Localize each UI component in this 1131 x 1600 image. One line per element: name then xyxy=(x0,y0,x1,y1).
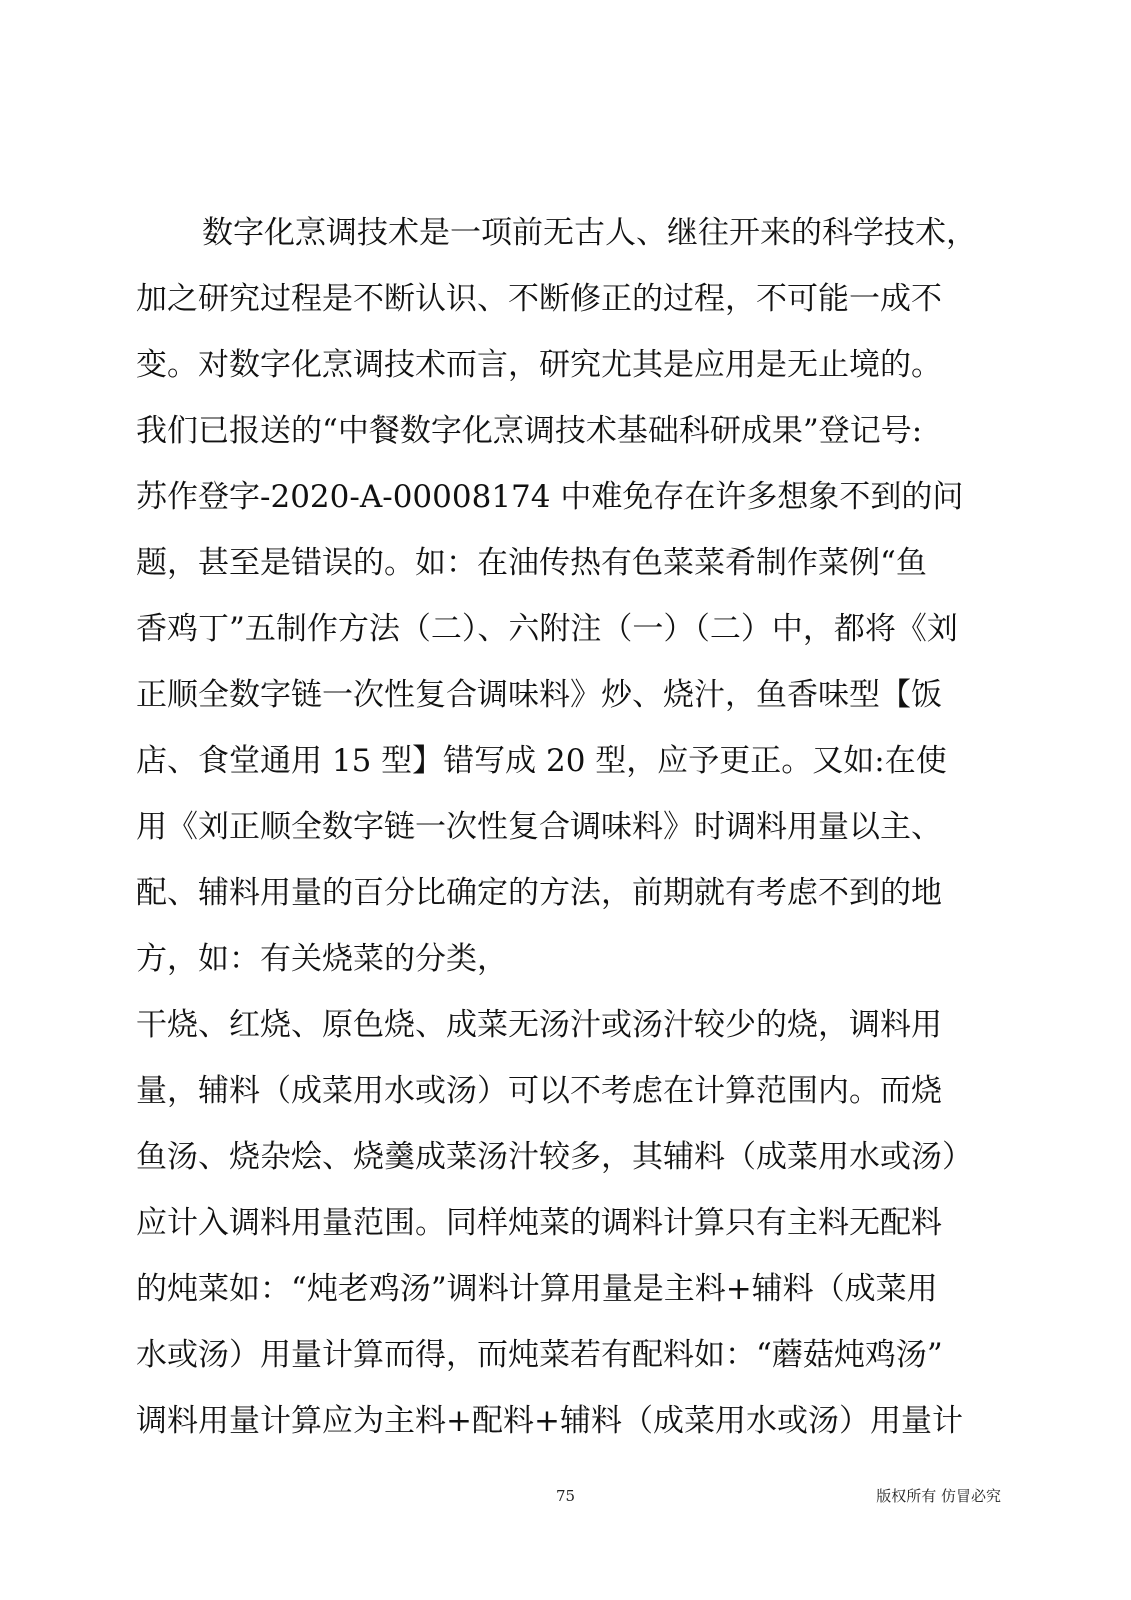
text-line-6: 题，甚至是错误的。如：在油传热有色菜菜肴制作菜例“鱼 xyxy=(136,545,927,581)
text-line-8: 正顺全数字链一次性复合调味料》炒、烧汁，鱼香味型【饭 xyxy=(136,677,942,713)
text-line-19: 调料用量计算应为主料+配料+辅料（成菜用水或汤）用量计 xyxy=(136,1403,963,1439)
body-text xyxy=(136,200,1006,1454)
text-line-5: 苏作登字-2020-A-00008174 中难免存在许多想象不到的问 xyxy=(136,479,964,515)
text-line-2: 加之研究过程是不断认识、不断修正的过程，不可能一成不 xyxy=(136,281,942,317)
text-line-13: 干烧、红烧、原色烧、成菜无汤汁或汤汁较少的烧，调料用 xyxy=(136,1007,942,1043)
text-line-11: 配、辅料用量的百分比确定的方法，前期就有考虑不到的地 xyxy=(136,875,942,911)
text-line-14: 量，辅料（成菜用水或汤）可以不考虑在计算范围内。而烧 xyxy=(136,1073,942,1109)
text-line-9: 店、食堂通用 15 型】错写成 20 型，应予更正。又如:在使 xyxy=(136,743,947,779)
text-line-3: 变。对数字化烹调技术而言，研究尤其是应用是无止境的。 xyxy=(136,347,942,383)
text-line-15: 鱼汤、烧杂烩、烧羹成菜汤汁较多，其辅料（成菜用水或汤） xyxy=(136,1139,973,1175)
text-line-12: 方，如：有关烧菜的分类， xyxy=(136,941,508,977)
copyright-notice: 版权所有 仿冒必究 xyxy=(876,1487,1001,1505)
text-line-7: 香鸡丁”五制作方法（二）、六附注（一）（二）中，都将《刘 xyxy=(136,611,958,647)
text-line-16: 应计入调料用量范围。同样炖菜的调料计算只有主料无配料 xyxy=(136,1205,942,1241)
text-line-1: 数字化烹调技术是一项前无古人、继往开来的科学技术， xyxy=(202,215,977,251)
text-line-18: 水或汤）用量计算而得，而炖菜若有配料如：“蘑菇炖鸡汤” xyxy=(136,1337,943,1373)
text-line-4: 我们已报送的“中餐数字化烹调技术基础科研成果”登记号: xyxy=(136,413,923,449)
page-number: 75 xyxy=(555,1487,576,1505)
text-line-17: 的炖菜如：“炖老鸡汤”调料计算用量是主料+辅料（成菜用 xyxy=(136,1271,938,1307)
text-line-10: 用《刘正顺全数字链一次性复合调味料》时调料用量以主、 xyxy=(136,809,942,845)
